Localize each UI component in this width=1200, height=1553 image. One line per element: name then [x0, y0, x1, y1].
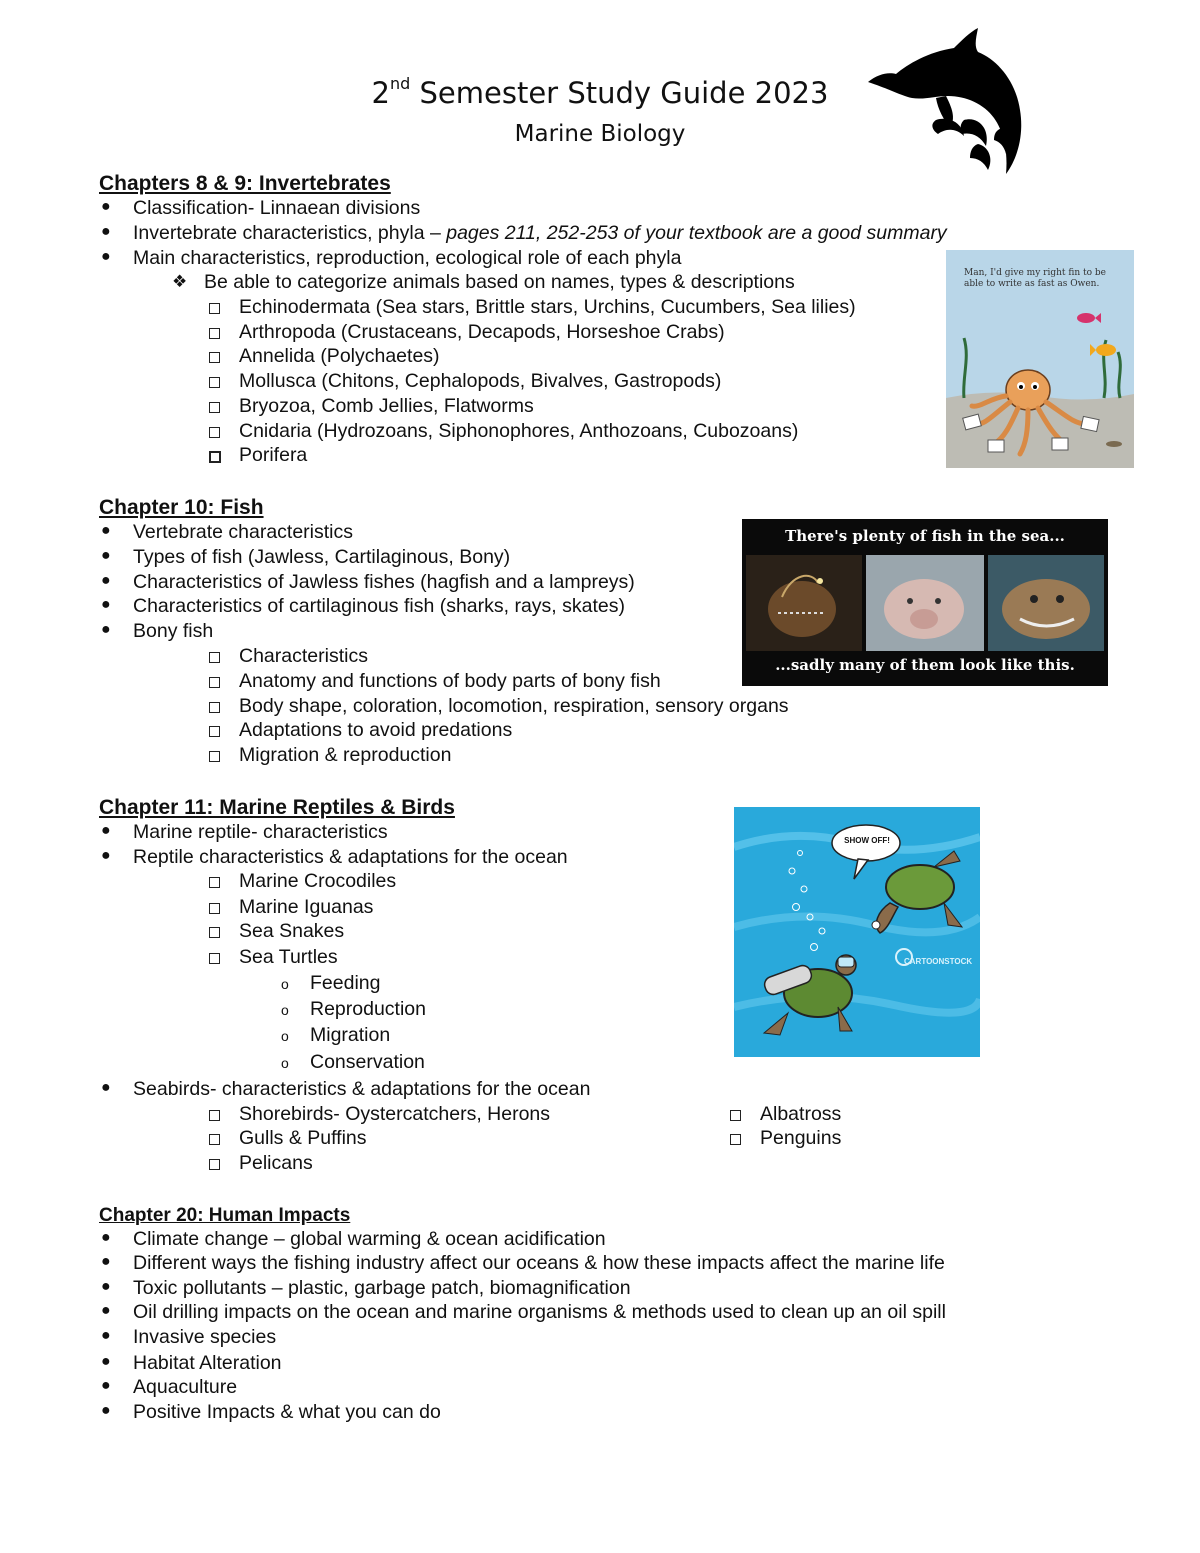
octopus-cartoon-image	[944, 248, 1136, 486]
meme-bottom-text: ...sadly many of them look like this.	[775, 656, 1075, 674]
chapter-8-9-heading: Chapters 8 & 9: Invertebrates	[99, 172, 391, 195]
cartoon-caption: Man, I'd give my right fin to be able to write as fast as Owen.	[964, 268, 1107, 289]
cartoonstock-logo: CARTOONSTOCK	[904, 957, 973, 966]
chapter-11-heading: Chapter 11: Marine Reptiles & Birds	[99, 796, 455, 819]
page-subtitle: Marine Biology	[514, 121, 686, 147]
dolphin-icon	[866, 24, 1026, 184]
chapter-20-heading: Chapter 20: Human Impacts	[99, 1205, 351, 1226]
meme-top-text: There's plenty of fish in the sea...	[785, 527, 1065, 545]
page-title: 2nd Semester Study Guide 2023	[371, 74, 829, 110]
speech-bubble: SHOW OFF!	[844, 836, 890, 845]
turtle-cartoon-image	[734, 807, 980, 1057]
fish-meme-image	[742, 519, 1108, 686]
chapter-10-heading: Chapter 10: Fish	[99, 496, 264, 519]
